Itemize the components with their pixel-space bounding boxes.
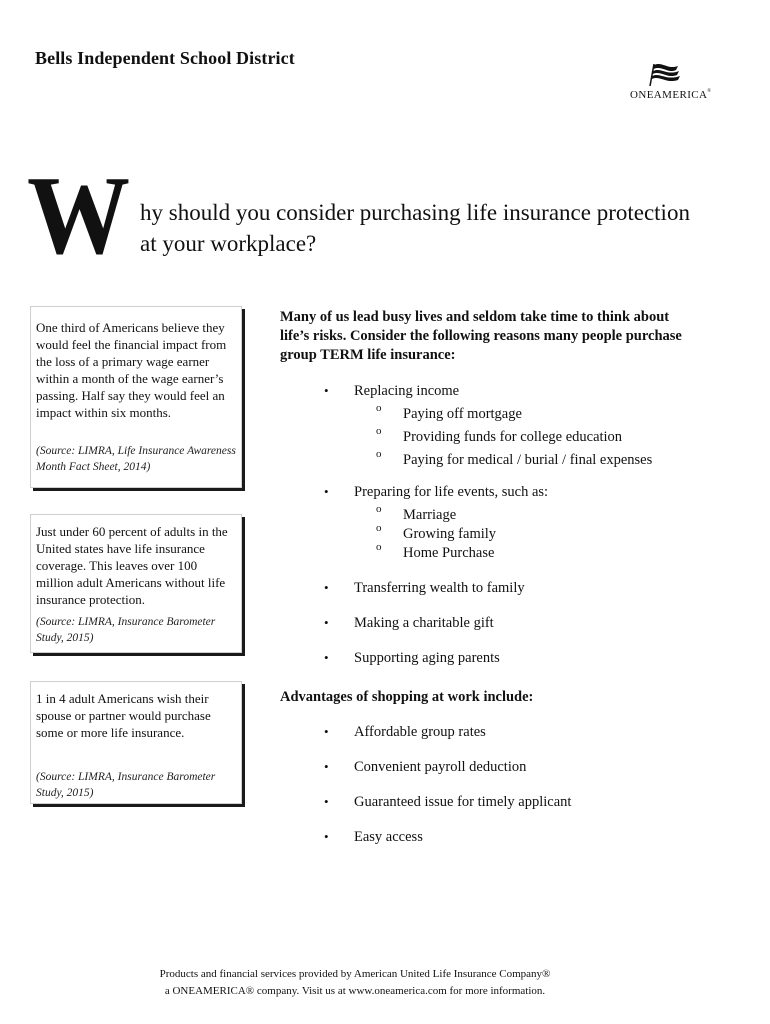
flag-icon	[648, 62, 684, 88]
callout-source: (Source: LIMRA, Insurance Barometer Study, 2015)	[36, 771, 216, 799]
callout-text: One third of Americans believe they would feel the financial impact from the loss of a primary wage earner within a month of the wage earner’s passing. Half say they would feel an impact within six months.	[36, 320, 227, 420]
callout-box	[30, 514, 242, 653]
footer-line: Products and financial services provided by American United Life Insurance Company®	[159, 968, 551, 980]
callout-box	[30, 306, 242, 488]
headline-text: hy should you consider purchasing life insurance protection at your workplace?	[140, 200, 690, 256]
footer	[0, 966, 710, 1000]
callout-source: (Source: LIMRA, Insurance Barometer Study, 2015)	[36, 616, 216, 644]
footer-line: a ONEAMERICA® company. Visit us at www.oneamerica.com for more information.	[164, 985, 546, 997]
callout-source: (Source: LIMRA, Life Insurance Awareness Month Fact Sheet, 2014)	[36, 445, 236, 473]
oneamerica-logo	[628, 62, 728, 106]
headline-dropcap: W	[27, 154, 131, 278]
logo-wordmark: ONEAMERICA®	[630, 89, 712, 101]
advantages-heading: Advantages of shopping at work include:	[280, 689, 534, 705]
callout-box	[30, 681, 242, 804]
reasons-intro: Many of us lead busy lives and seldom take time to think about life’s risks. Consider the following reasons many people purchase group TERM life insurance:	[280, 309, 682, 363]
callout-text: 1 in 4 adult Americans wish their spouse or partner would purchase some or more life insurance.	[36, 691, 211, 740]
callout-text: Just under 60 percent of adults in the United states have life insurance coverage. This leaves over 100 million adult Americans without life insurance protection.	[36, 524, 228, 607]
district-title: Bells Independent School District	[35, 48, 295, 68]
